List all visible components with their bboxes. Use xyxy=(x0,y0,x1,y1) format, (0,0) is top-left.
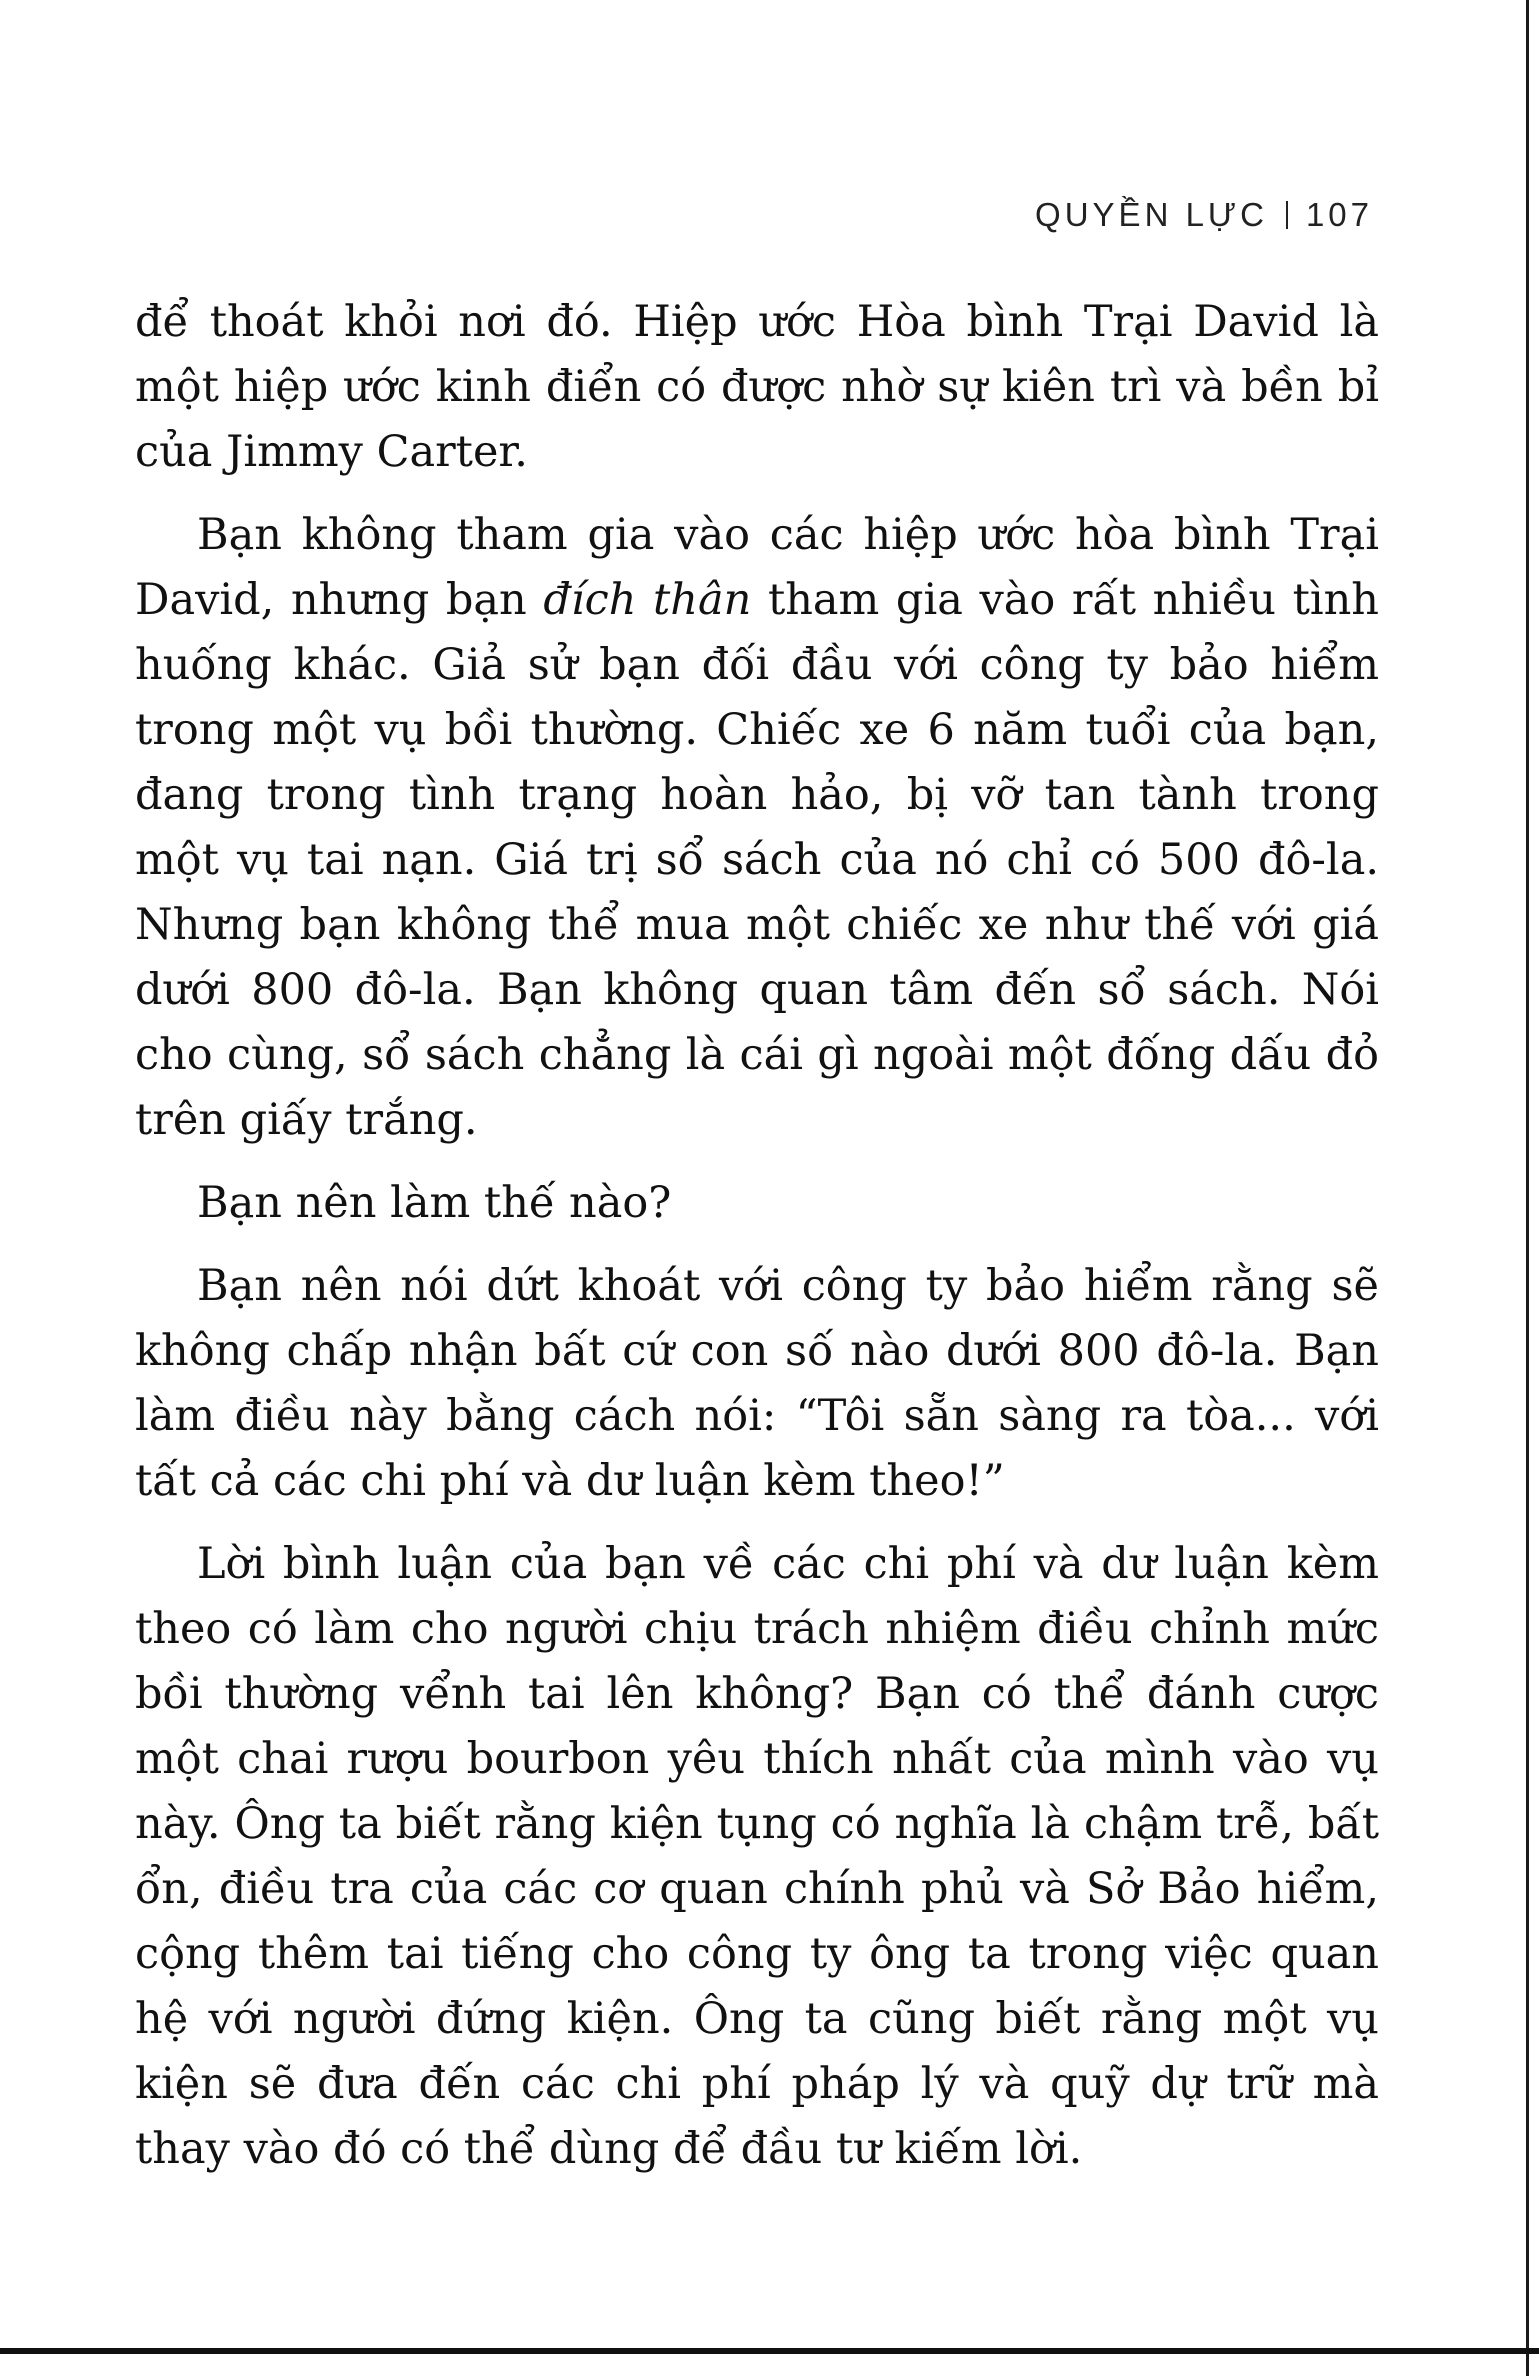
paragraph-3: Bạn nên làm thế nào? xyxy=(197,1178,672,1228)
paragraph-2 xyxy=(135,503,1379,1153)
page-bottom-rule xyxy=(0,2348,1539,2354)
running-title: QUYỀN LỰC xyxy=(1035,196,1268,233)
body-text xyxy=(135,290,1379,2182)
paragraph-5: Lời bình luận của bạn về các chi phí và dư luận kèm theo có làm cho người chịu trách nhiệm điều chỉnh mức bồi thường vểnh tai lên không? Bạn có thể đánh cược một chai rượu bourbon yêu thích nhất của mình vào vụ này. Ông ta biết rằng kiện tụng có nghĩa là chậm trễ, bất ổn, điều tra của các cơ quan chính phủ và Sở Bảo hiểm, cộng thêm tai tiếng cho công ty ông ta trong việc quan hệ với người đứng kiện. Ông ta cũng biết rằng một vụ kiện sẽ đưa đến các chi phí pháp lý và quỹ dự trữ mà thay vào đó có thể dùng để đầu tư kiếm lời. xyxy=(135,1539,1379,2174)
italic-emphasis: đích thân xyxy=(543,575,752,625)
running-header xyxy=(1035,196,1373,234)
paragraph-1: để thoát khỏi nơi đó. Hiệp ước Hòa bình Trại David là một hiệp ước kinh điển có được nhờ sự kiên trì và bền bỉ của Jimmy Carter. xyxy=(135,297,1379,477)
paragraph-4: Bạn nên nói dứt khoát với công ty bảo hiểm rằng sẽ không chấp nhận bất cứ con số nào dưới 800 đô-la. Bạn làm điều này bằng cách nói: “Tôi sẵn sàng ra tòa... với tất cả các chi phí và dư luận kèm theo!” xyxy=(135,1261,1379,1506)
page-number: 107 xyxy=(1305,196,1373,233)
paragraph-2-before-italic: Bạn không tham gia vào các hiệp ước hòa bình Trại David, nhưng bạn xyxy=(135,510,1379,625)
header-separator xyxy=(1286,201,1288,229)
page-edge-rule xyxy=(1526,0,1529,2376)
paragraph-2-after-italic: tham gia vào rất nhiều tình huống khác. Giả sử bạn đối đầu với công ty bảo hiểm trong một vụ bồi thường. Chiếc xe 6 năm tuổi của bạn, đang trong tình trạng hoàn hảo, bị vỡ tan tành trong một vụ tai nạn. Giá trị sổ sách của nó chỉ có 500 đô-la. Nhưng bạn không thể mua một chiếc xe như thế với giá dưới 800 đô-la. Bạn không quan tâm đến sổ sách. Nói cho cùng, sổ sách chẳng là cái gì ngoài một đống dấu đỏ trên giấy trắng. xyxy=(135,575,1380,1145)
